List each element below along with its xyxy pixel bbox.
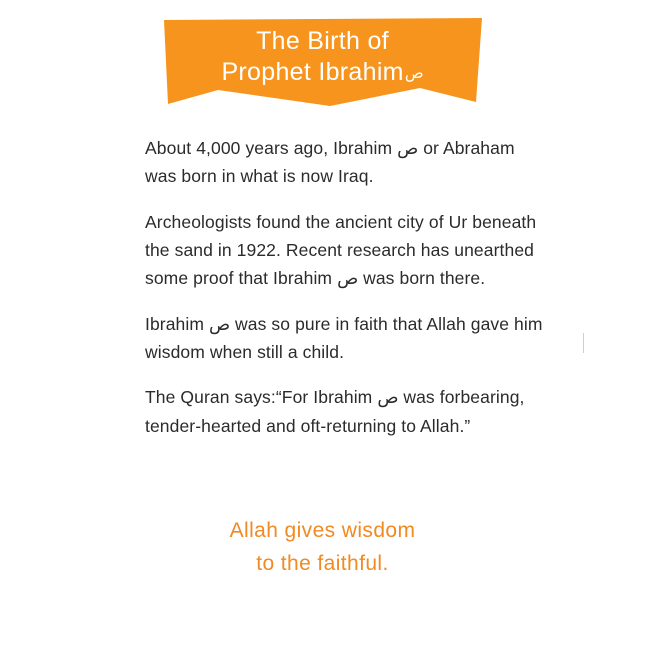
banner-title-line2: Prophet Ibrahimص (221, 57, 424, 86)
closing-tagline (0, 515, 645, 580)
article-body (145, 134, 545, 440)
banner-title (184, 26, 462, 87)
honorific-symbol: ص (404, 64, 424, 82)
paragraph-1: About 4,000 years ago, Ibrahim ص or Abraham was born in what is now Iraq. (145, 138, 515, 187)
paragraph-3: Ibrahim ص was so pure in faith that Allah gave him wisdom when still a child. (145, 313, 543, 363)
page-edge-mark (583, 333, 584, 353)
banner-shape (158, 16, 488, 101)
paragraph-2: Archeologists found the ancient city of Ur beneath the sand in 1922. Recent research has unearthed some proof that Ibrahim ص was born there. (145, 211, 537, 289)
tagline-line1: Allah gives wisdom (229, 519, 416, 542)
paragraph-4: The Quran says:“For Ibrahim ص was forbearing, tender-hearted and oft-returning to Allah.” (145, 387, 525, 436)
title-banner (0, 16, 645, 101)
banner-title-line1: The Birth of (256, 27, 389, 55)
tagline-line2: to the faithful. (256, 551, 389, 575)
